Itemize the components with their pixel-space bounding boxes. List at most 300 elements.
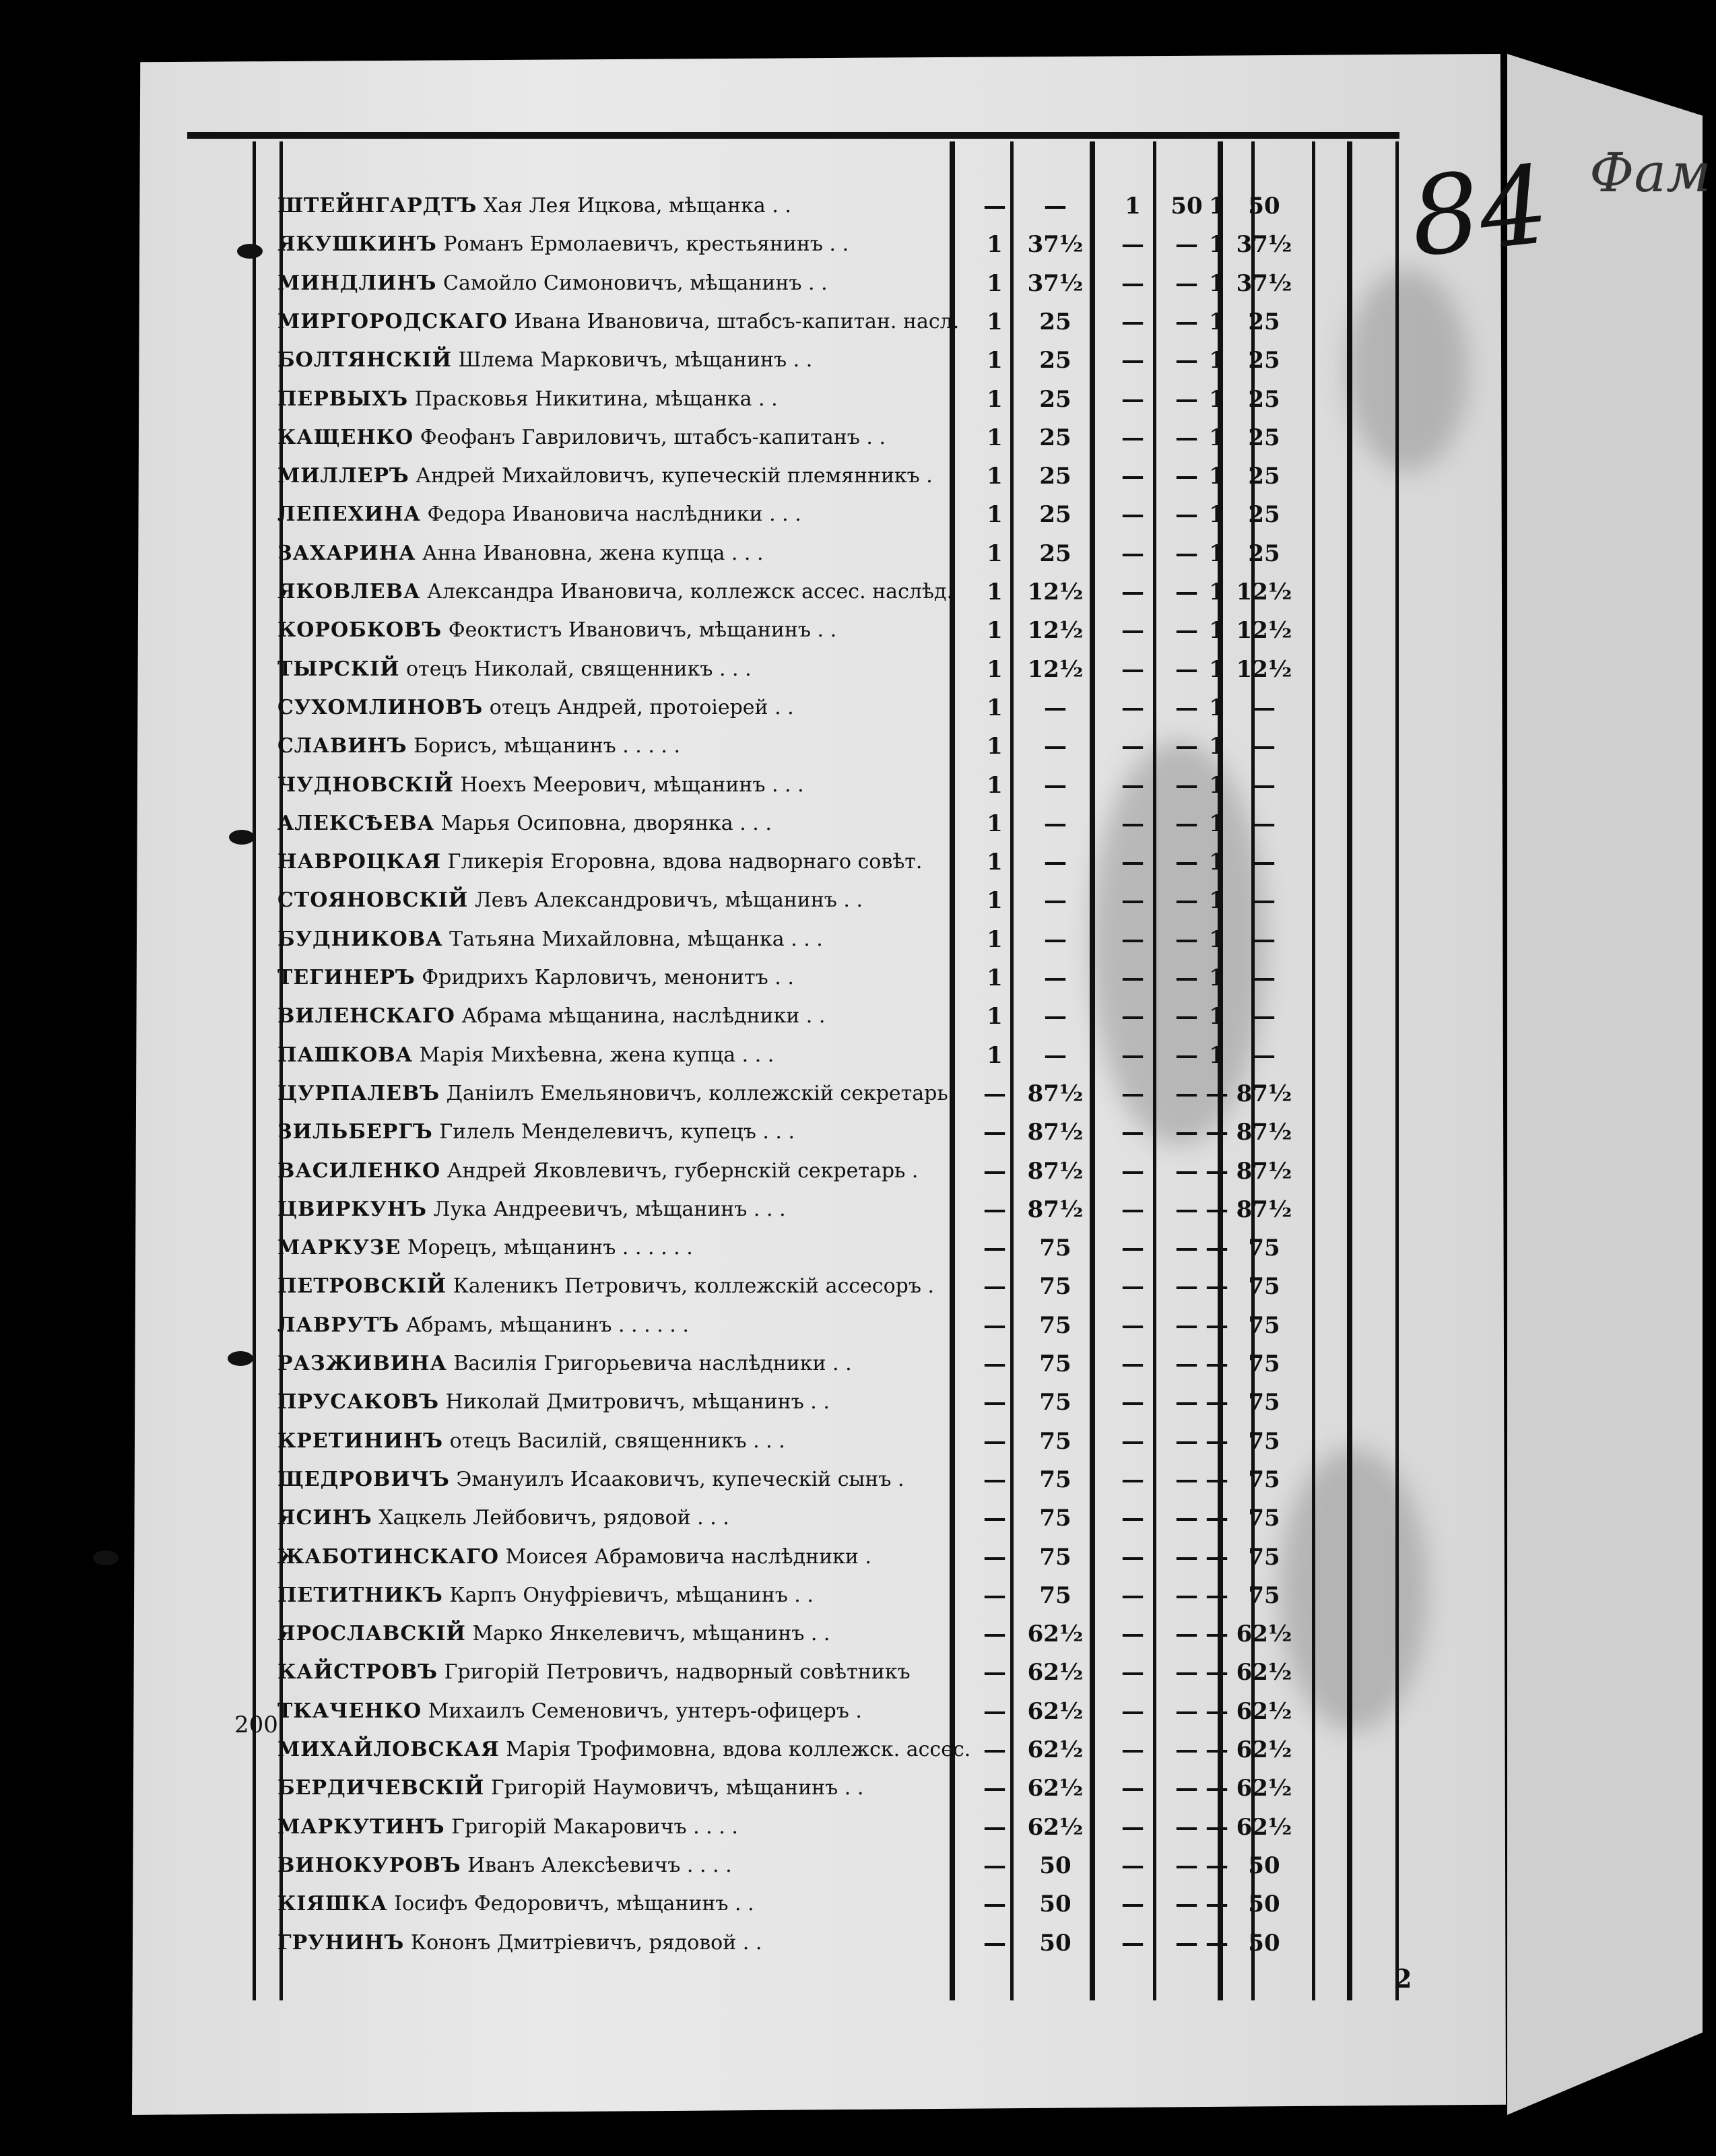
- amount-cell-c6: 25: [1248, 347, 1280, 374]
- surname: СТОЯНОВСКІЙ: [277, 888, 469, 913]
- amount-cell-c1: 1: [987, 1003, 1003, 1031]
- ledger-row: [277, 496, 1382, 535]
- amount-cell-c4: —: [1175, 1311, 1198, 1339]
- amount-cell-c6: 50: [1248, 1929, 1280, 1957]
- amount-cell-c5: —: [1206, 1273, 1228, 1301]
- surname: КОРОБКОВЪ: [277, 618, 442, 643]
- amount-cell-c5: 1: [1209, 540, 1225, 567]
- amount-cell-c2: 25: [1039, 347, 1071, 374]
- given-name-and-status: Григорій Петровичъ, надворный совѣтникъ: [444, 1660, 911, 1685]
- ledger-row: [277, 959, 1382, 998]
- ledger-row: [277, 1499, 1382, 1538]
- taxpayer-name: [277, 888, 863, 912]
- given-name-and-status: Иванъ Алексѣевичъ . . . .: [467, 1853, 732, 1877]
- amount-cell-c5: —: [1206, 1350, 1228, 1377]
- given-name-and-status: отецъ Василій, священникъ . . .: [449, 1429, 785, 1453]
- amount-cell-c3: —: [1121, 501, 1144, 529]
- ledger-row: [277, 998, 1382, 1037]
- amount-cell-c4: —: [1175, 1273, 1198, 1301]
- surname: ЛАВРУТЪ: [277, 1313, 400, 1337]
- amount-cell-c4: —: [1175, 1003, 1198, 1031]
- surname: ПАШКОВА: [277, 1043, 414, 1067]
- amount-cell-c3: —: [1121, 1543, 1144, 1571]
- ledger-row: [277, 689, 1382, 728]
- amount-cell-c5: —: [1206, 1427, 1228, 1455]
- amount-cell-c1: 1: [987, 579, 1003, 606]
- amount-cell-c3: —: [1121, 1003, 1144, 1031]
- surname: ЗИЛЬБЕРГЪ: [277, 1120, 433, 1144]
- amount-cell-c6: —: [1253, 810, 1276, 837]
- amount-cell-c4: —: [1175, 1659, 1198, 1687]
- amount-cell-c6: 37½: [1236, 231, 1292, 259]
- amount-cell-c4: —: [1175, 463, 1198, 490]
- amount-cell-c6: 75: [1248, 1581, 1280, 1609]
- ledger-row: [277, 1731, 1382, 1770]
- amount-cell-c6: 37½: [1236, 269, 1292, 297]
- amount-cell-c6: 12½: [1236, 617, 1292, 645]
- amount-cell-c5: 1: [1209, 193, 1225, 220]
- amount-cell-c6: 62½: [1236, 1621, 1292, 1648]
- ledger-row: [277, 419, 1382, 458]
- amount-cell-c2: 25: [1039, 540, 1071, 567]
- amount-cell-c1: —: [983, 1852, 1006, 1879]
- amount-cell-c4: —: [1175, 424, 1198, 451]
- amount-cell-c5: 1: [1209, 385, 1225, 413]
- taxpayer-name: [277, 1352, 852, 1375]
- ledger-row: [277, 921, 1382, 960]
- amount-cell-c2: 50: [1039, 1852, 1071, 1879]
- amount-cell-c6: 62½: [1236, 1813, 1292, 1841]
- amount-cell-c3: —: [1121, 1813, 1144, 1841]
- amount-cell-c6: —: [1253, 965, 1276, 991]
- amount-cell-c2: 75: [1039, 1427, 1071, 1455]
- amount-cell-c4: —: [1175, 385, 1198, 413]
- amount-cell-c1: —: [983, 1389, 1006, 1416]
- amount-cell-c3: —: [1121, 1466, 1144, 1493]
- binding-hole: [93, 1550, 119, 1565]
- surname: СУХОМЛИНОВЪ: [277, 695, 484, 719]
- taxpayer-name: [277, 542, 764, 565]
- amount-cell-c4: —: [1175, 269, 1198, 297]
- amount-cell-c1: —: [983, 1659, 1006, 1687]
- amount-cell-c1: 1: [987, 771, 1003, 799]
- amount-cell-c3: —: [1121, 1929, 1144, 1957]
- amount-cell-c3: —: [1121, 1505, 1144, 1532]
- surname: ЯКУШКИНЪ: [277, 232, 437, 257]
- amount-cell-c6: 50: [1248, 1852, 1280, 1879]
- amount-cell-c1: —: [983, 1080, 1006, 1107]
- given-name-and-status: Григорій Макаровичъ . . . .: [451, 1815, 738, 1839]
- taxpayer-name: [277, 271, 828, 295]
- amount-cell-c1: —: [983, 1736, 1006, 1763]
- amount-cell-c5: —: [1206, 1659, 1228, 1687]
- amount-cell-c3: —: [1121, 1697, 1144, 1725]
- binding-hole: [237, 244, 263, 259]
- ledger-row: [277, 1615, 1382, 1654]
- taxpayer-name: [277, 1854, 732, 1877]
- amount-cell-c3: —: [1121, 231, 1144, 259]
- ledger-row: [277, 1113, 1382, 1152]
- given-name-and-status: Фридрихъ Карловичъ, менонитъ . .: [422, 966, 794, 989]
- amount-cell-c1: —: [983, 1350, 1006, 1377]
- amount-cell-c1: 1: [987, 347, 1003, 374]
- given-name-and-status: Эмануилъ Исааковичъ, купеческій сынъ .: [456, 1467, 904, 1491]
- amount-cell-c6: 87½: [1236, 1119, 1292, 1146]
- ledger-row: [277, 1538, 1382, 1577]
- amount-cell-c4: —: [1175, 1427, 1198, 1455]
- amount-cell-c6: —: [1253, 1003, 1276, 1031]
- amount-cell-c2: 12½: [1027, 655, 1084, 683]
- ledger-row: [277, 187, 1382, 226]
- amount-cell-c1: —: [983, 1775, 1006, 1802]
- binding-hole: [229, 830, 255, 845]
- ledger-row: [277, 1423, 1382, 1462]
- amount-cell-c6: 25: [1248, 501, 1280, 529]
- amount-cell-c4: —: [1175, 1775, 1198, 1802]
- amount-cell-c3: —: [1121, 655, 1144, 683]
- surname: ЯРОСЛАВСКІЙ: [277, 1622, 466, 1646]
- amount-cell-c1: —: [983, 1813, 1006, 1841]
- ledger-row: [277, 1808, 1382, 1848]
- given-name-and-status: Хая Лея Ицкова, мѣщанка . .: [483, 194, 791, 218]
- amount-cell-c1: —: [983, 1235, 1006, 1262]
- amount-cell-c1: 1: [987, 1041, 1003, 1069]
- amount-cell-c4: —: [1175, 810, 1198, 837]
- given-name-and-status: Ноехъ Меерович, мѣщанинъ . . .: [460, 773, 804, 797]
- taxpayer-name: [277, 194, 791, 218]
- amount-cell-c6: 25: [1248, 463, 1280, 490]
- amount-cell-c1: —: [983, 1157, 1006, 1185]
- given-name-and-status: Абрама мѣщанина, наслѣдники . .: [461, 1004, 826, 1028]
- taxpayer-name: [277, 734, 680, 758]
- surname: ВИНОКУРОВЪ: [277, 1853, 461, 1877]
- taxpayer-name: [277, 618, 836, 642]
- amount-cell-c2: —: [1044, 887, 1067, 915]
- amount-cell-c4: —: [1175, 1389, 1198, 1416]
- amount-cell-c2: 75: [1039, 1389, 1071, 1416]
- surname: ШТЕЙНГАРДТЪ: [277, 194, 477, 218]
- given-name-and-status: Василія Григорьевича наслѣдники . .: [453, 1352, 852, 1375]
- given-name-and-status: Лука Андреевичъ, мѣщанинъ . . .: [433, 1197, 786, 1221]
- amount-cell-c3: —: [1121, 308, 1144, 335]
- surname: МАРКУТИНЪ: [277, 1815, 445, 1839]
- amount-cell-c2: 62½: [1027, 1813, 1084, 1841]
- amount-cell-c4: —: [1175, 925, 1198, 953]
- taxpayer-name: [277, 232, 849, 256]
- amount-cell-c3: —: [1121, 1389, 1144, 1416]
- amount-cell-c6: 50: [1248, 1891, 1280, 1918]
- amount-cell-c6: 87½: [1236, 1157, 1292, 1185]
- surname: ЩЕДРОВИЧЪ: [277, 1467, 450, 1491]
- amount-cell-c2: 62½: [1027, 1736, 1084, 1763]
- amount-cell-c4: —: [1175, 1581, 1198, 1609]
- amount-cell-c3: —: [1121, 1119, 1144, 1146]
- given-name-and-status: Ивана Ивановича, штабсъ-капитан. насл.: [514, 309, 960, 333]
- amount-cell-c3: —: [1121, 1852, 1144, 1879]
- amount-cell-c6: 75: [1248, 1311, 1280, 1339]
- given-name-and-status: Абрамъ, мѣщанинъ . . . . . .: [405, 1313, 689, 1337]
- amount-cell-c4: 50: [1170, 193, 1203, 220]
- amount-cell-c4: —: [1175, 617, 1198, 645]
- amount-cell-c1: 1: [987, 925, 1003, 953]
- amount-cell-c3: —: [1121, 463, 1144, 490]
- amount-cell-c1: —: [983, 1581, 1006, 1609]
- amount-cell-c4: —: [1175, 1235, 1198, 1262]
- taxpayer-name: [277, 1622, 830, 1645]
- amount-cell-c5: 1: [1209, 1003, 1225, 1031]
- surname: ВАСИЛЕНКО: [277, 1158, 441, 1183]
- amount-cell-c3: —: [1121, 1775, 1144, 1802]
- amount-cell-c6: 75: [1248, 1350, 1280, 1377]
- amount-cell-c1: 1: [987, 424, 1003, 451]
- amount-cell-c4: —: [1175, 579, 1198, 606]
- amount-cell-c5: 1: [1209, 308, 1225, 335]
- given-name-and-status: Андрей Михайловичъ, купеческій племянникъ .: [416, 464, 933, 488]
- taxpayer-name: [277, 1236, 693, 1260]
- folio-number: 84: [1404, 141, 1554, 282]
- ledger-row: [277, 727, 1382, 766]
- surname: КРЕТИНИНЪ: [277, 1429, 444, 1453]
- amount-cell-c3: —: [1121, 965, 1144, 991]
- amount-cell-c1: —: [983, 1891, 1006, 1918]
- amount-cell-c3: —: [1121, 1581, 1144, 1609]
- binding-hole: [228, 1351, 253, 1366]
- amount-cell-c4: —: [1175, 694, 1198, 721]
- ledger-row: [277, 766, 1382, 806]
- amount-cell-c2: 50: [1039, 1929, 1071, 1957]
- amount-cell-c3: —: [1121, 617, 1144, 645]
- amount-cell-c2: 75: [1039, 1311, 1071, 1339]
- amount-cell-c3: —: [1121, 1736, 1144, 1763]
- amount-cell-c4: —: [1175, 1157, 1198, 1185]
- amount-cell-c1: —: [983, 1466, 1006, 1493]
- taxpayer-name: [277, 1738, 970, 1761]
- amount-cell-c5: 1: [1209, 965, 1225, 991]
- amount-cell-c2: 50: [1039, 1891, 1071, 1918]
- amount-cell-c2: 75: [1039, 1273, 1071, 1301]
- amount-cell-c5: —: [1206, 1157, 1228, 1185]
- amount-cell-c2: 75: [1039, 1581, 1071, 1609]
- amount-cell-c4: —: [1175, 1929, 1198, 1957]
- amount-cell-c3: —: [1121, 424, 1144, 451]
- amount-cell-c1: 1: [987, 887, 1003, 915]
- amount-cell-c4: —: [1175, 1080, 1198, 1107]
- surname: МИНДЛИНЪ: [277, 271, 437, 295]
- amount-cell-c6: 12½: [1236, 579, 1292, 606]
- amount-cell-c5: —: [1206, 1505, 1228, 1532]
- amount-cell-c5: 1: [1209, 694, 1225, 721]
- amount-cell-c4: —: [1175, 1813, 1198, 1841]
- ledger-row: [277, 1075, 1382, 1114]
- taxpayer-name: [277, 1545, 871, 1569]
- amount-cell-c4: —: [1175, 1697, 1198, 1725]
- given-name-and-status: Кононъ Дмитріевичъ, рядовой . .: [410, 1930, 762, 1955]
- amount-cell-c2: 87½: [1027, 1119, 1084, 1146]
- given-name-and-status: Гликерія Егоровна, вдова надворнаго совѣт.: [447, 850, 923, 874]
- given-name-and-status: Александра Ивановича, коллежск ассес. наслѣд.: [426, 580, 954, 603]
- column-rule: [1395, 141, 1399, 2000]
- amount-cell-c1: —: [983, 1543, 1006, 1571]
- amount-cell-c1: 1: [987, 308, 1003, 335]
- amount-cell-c5: —: [1206, 1621, 1228, 1648]
- amount-cell-c2: 25: [1039, 424, 1071, 451]
- taxpayer-name: [277, 1699, 862, 1723]
- amount-cell-c4: —: [1175, 308, 1198, 335]
- amount-cell-c1: 1: [987, 501, 1003, 529]
- amount-cell-c6: 75: [1248, 1543, 1280, 1571]
- given-name-and-status: Каленикъ Петровичъ, коллежскій ассесоръ .: [453, 1274, 935, 1299]
- amount-cell-c5: 1: [1209, 655, 1225, 683]
- amount-cell-c3: 1: [1125, 193, 1141, 220]
- given-name-and-status: Марія Трофимовна, вдова коллежск. ассес.: [506, 1738, 971, 1761]
- taxpayer-name: [277, 1892, 754, 1916]
- amount-cell-c3: —: [1121, 1659, 1144, 1687]
- amount-cell-c6: 75: [1248, 1505, 1280, 1532]
- amount-cell-c5: 1: [1209, 463, 1225, 490]
- amount-cell-c1: —: [983, 1505, 1006, 1532]
- amount-cell-c1: —: [983, 1621, 1006, 1648]
- ledger-row: [277, 381, 1382, 420]
- given-name-and-status: Анна Ивановна, жена купца . . .: [422, 541, 764, 565]
- amount-cell-c5: —: [1206, 1891, 1228, 1918]
- amount-cell-c6: 62½: [1236, 1697, 1292, 1725]
- taxpayer-name: [277, 1390, 830, 1414]
- amount-cell-c5: 1: [1209, 925, 1225, 953]
- ledger-row: [277, 1769, 1382, 1808]
- amount-cell-c1: 1: [987, 733, 1003, 760]
- amount-cell-c4: —: [1175, 771, 1198, 799]
- amount-cell-c4: —: [1175, 655, 1198, 683]
- amount-cell-c4: —: [1175, 1505, 1198, 1532]
- amount-cell-c4: —: [1175, 733, 1198, 760]
- amount-cell-c5: —: [1206, 1196, 1228, 1223]
- amount-cell-c3: —: [1121, 849, 1144, 876]
- amount-cell-c5: —: [1206, 1697, 1228, 1725]
- given-name-and-status: Прасковья Никитина, мѣщанка . .: [414, 387, 778, 411]
- ledger-row: [277, 1924, 1382, 1963]
- adjacent-page-text: Фам: [1589, 141, 1711, 204]
- given-name-and-status: Марія Михѣевна, жена купца . . .: [419, 1043, 774, 1067]
- amount-cell-c2: 75: [1039, 1505, 1071, 1532]
- amount-cell-c4: —: [1175, 1119, 1198, 1146]
- given-name-and-status: Михаилъ Семеновичъ, унтеръ-офицеръ .: [428, 1699, 862, 1723]
- taxpayer-name: [277, 850, 922, 874]
- given-name-and-status: отецъ Николай, священникъ . . .: [406, 657, 752, 681]
- amount-cell-c1: 1: [987, 617, 1003, 645]
- amount-cell-c5: 1: [1209, 579, 1225, 606]
- amount-cell-c2: —: [1044, 925, 1067, 953]
- surname: ЖАБОТИНСКАГО: [277, 1544, 500, 1569]
- amount-cell-c1: —: [983, 1929, 1006, 1957]
- amount-cell-c6: 75: [1248, 1427, 1280, 1455]
- amount-cell-c5: 1: [1209, 810, 1225, 837]
- amount-cell-c2: 87½: [1027, 1080, 1084, 1107]
- given-name-and-status: Моисея Абрамовича наслѣдники .: [505, 1544, 871, 1569]
- amount-cell-c4: —: [1175, 1891, 1198, 1918]
- ledger-row: [277, 303, 1382, 342]
- amount-cell-c5: 1: [1209, 501, 1225, 529]
- amount-cell-c2: —: [1044, 771, 1067, 799]
- ledger-row: [277, 1229, 1382, 1268]
- surname: ТЫРСКІЙ: [277, 657, 400, 681]
- amount-cell-c5: 1: [1209, 849, 1225, 876]
- amount-cell-c2: —: [1044, 193, 1067, 220]
- taxpayer-name: [277, 310, 959, 333]
- amount-cell-c1: 1: [987, 463, 1003, 490]
- amount-cell-c6: 50: [1248, 193, 1280, 220]
- amount-cell-c4: —: [1175, 887, 1198, 915]
- taxpayer-name: [277, 1313, 689, 1337]
- amount-cell-c3: —: [1121, 925, 1144, 953]
- surname: ЯСИНЪ: [277, 1506, 372, 1530]
- amount-cell-c2: 75: [1039, 1466, 1071, 1493]
- amount-cell-c1: 1: [987, 849, 1003, 876]
- surname: БУДНИКОВА: [277, 927, 443, 951]
- amount-cell-c4: —: [1175, 965, 1198, 991]
- given-name-and-status: Даніилъ Емельяновичъ, коллежскій секретарь: [446, 1081, 948, 1105]
- taxpayer-name: [277, 426, 886, 449]
- amount-cell-c5: —: [1206, 1775, 1228, 1802]
- taxpayer-name: [277, 1274, 934, 1298]
- taxpayer-name: [277, 1815, 738, 1839]
- amount-cell-c5: —: [1206, 1929, 1228, 1957]
- amount-cell-c1: —: [983, 193, 1006, 220]
- taxpayer-name: [277, 1004, 825, 1028]
- amount-cell-c6: 87½: [1236, 1080, 1292, 1107]
- surname: КАЩЕНКО: [277, 425, 414, 449]
- surname: КАЙСТРОВЪ: [277, 1660, 438, 1685]
- amount-cell-c6: 75: [1248, 1273, 1280, 1301]
- taxpayer-name: [277, 1082, 948, 1105]
- taxpayer-name: [277, 348, 812, 372]
- amount-cell-c5: 1: [1209, 887, 1225, 915]
- surname: ЧУДНОВСКІЙ: [277, 773, 454, 797]
- ledger-row: [277, 1037, 1382, 1076]
- amount-cell-c5: —: [1206, 1543, 1228, 1571]
- amount-cell-c4: —: [1175, 849, 1198, 876]
- amount-cell-c3: —: [1121, 1350, 1144, 1377]
- amount-cell-c4: —: [1175, 231, 1198, 259]
- ledger-row: [277, 843, 1382, 882]
- amount-cell-c3: —: [1121, 385, 1144, 413]
- amount-cell-c1: 1: [987, 655, 1003, 683]
- amount-cell-c6: —: [1253, 1041, 1276, 1069]
- surname: ЯКОВЛЕВА: [277, 580, 421, 603]
- given-name-and-status: Феоктистъ Ивановичъ, мѣщанинъ . .: [448, 618, 837, 643]
- amount-cell-c1: —: [983, 1119, 1006, 1146]
- amount-cell-c1: —: [983, 1427, 1006, 1455]
- amount-cell-c6: 75: [1248, 1466, 1280, 1493]
- amount-cell-c2: 62½: [1027, 1621, 1084, 1648]
- amount-cell-c6: 25: [1248, 308, 1280, 335]
- amount-cell-c5: —: [1206, 1852, 1228, 1879]
- surname: ВИЛЕНСКАГО: [277, 1004, 455, 1028]
- amount-cell-c6: 62½: [1236, 1659, 1292, 1687]
- amount-cell-c4: —: [1175, 1736, 1198, 1763]
- amount-cell-c1: 1: [987, 385, 1003, 413]
- surname: ЛЕПЕХИНА: [277, 502, 421, 527]
- ledger-row: [277, 535, 1382, 574]
- surname: ПЕТИТНИКЪ: [277, 1583, 443, 1607]
- amount-cell-c2: 12½: [1027, 617, 1084, 645]
- amount-cell-c5: 1: [1209, 231, 1225, 259]
- amount-cell-c1: 1: [987, 810, 1003, 837]
- amount-cell-c2: 75: [1039, 1235, 1071, 1262]
- given-name-and-status: Хацкель Лейбовичъ, рядовой . . .: [378, 1506, 729, 1530]
- surname: МИРГОРОДСКАГО: [277, 309, 508, 333]
- given-name-and-status: Самойло Симоновичъ, мѣщанинъ . .: [443, 271, 828, 295]
- given-name-and-status: Григорій Наумовичъ, мѣщанинъ . .: [490, 1776, 864, 1800]
